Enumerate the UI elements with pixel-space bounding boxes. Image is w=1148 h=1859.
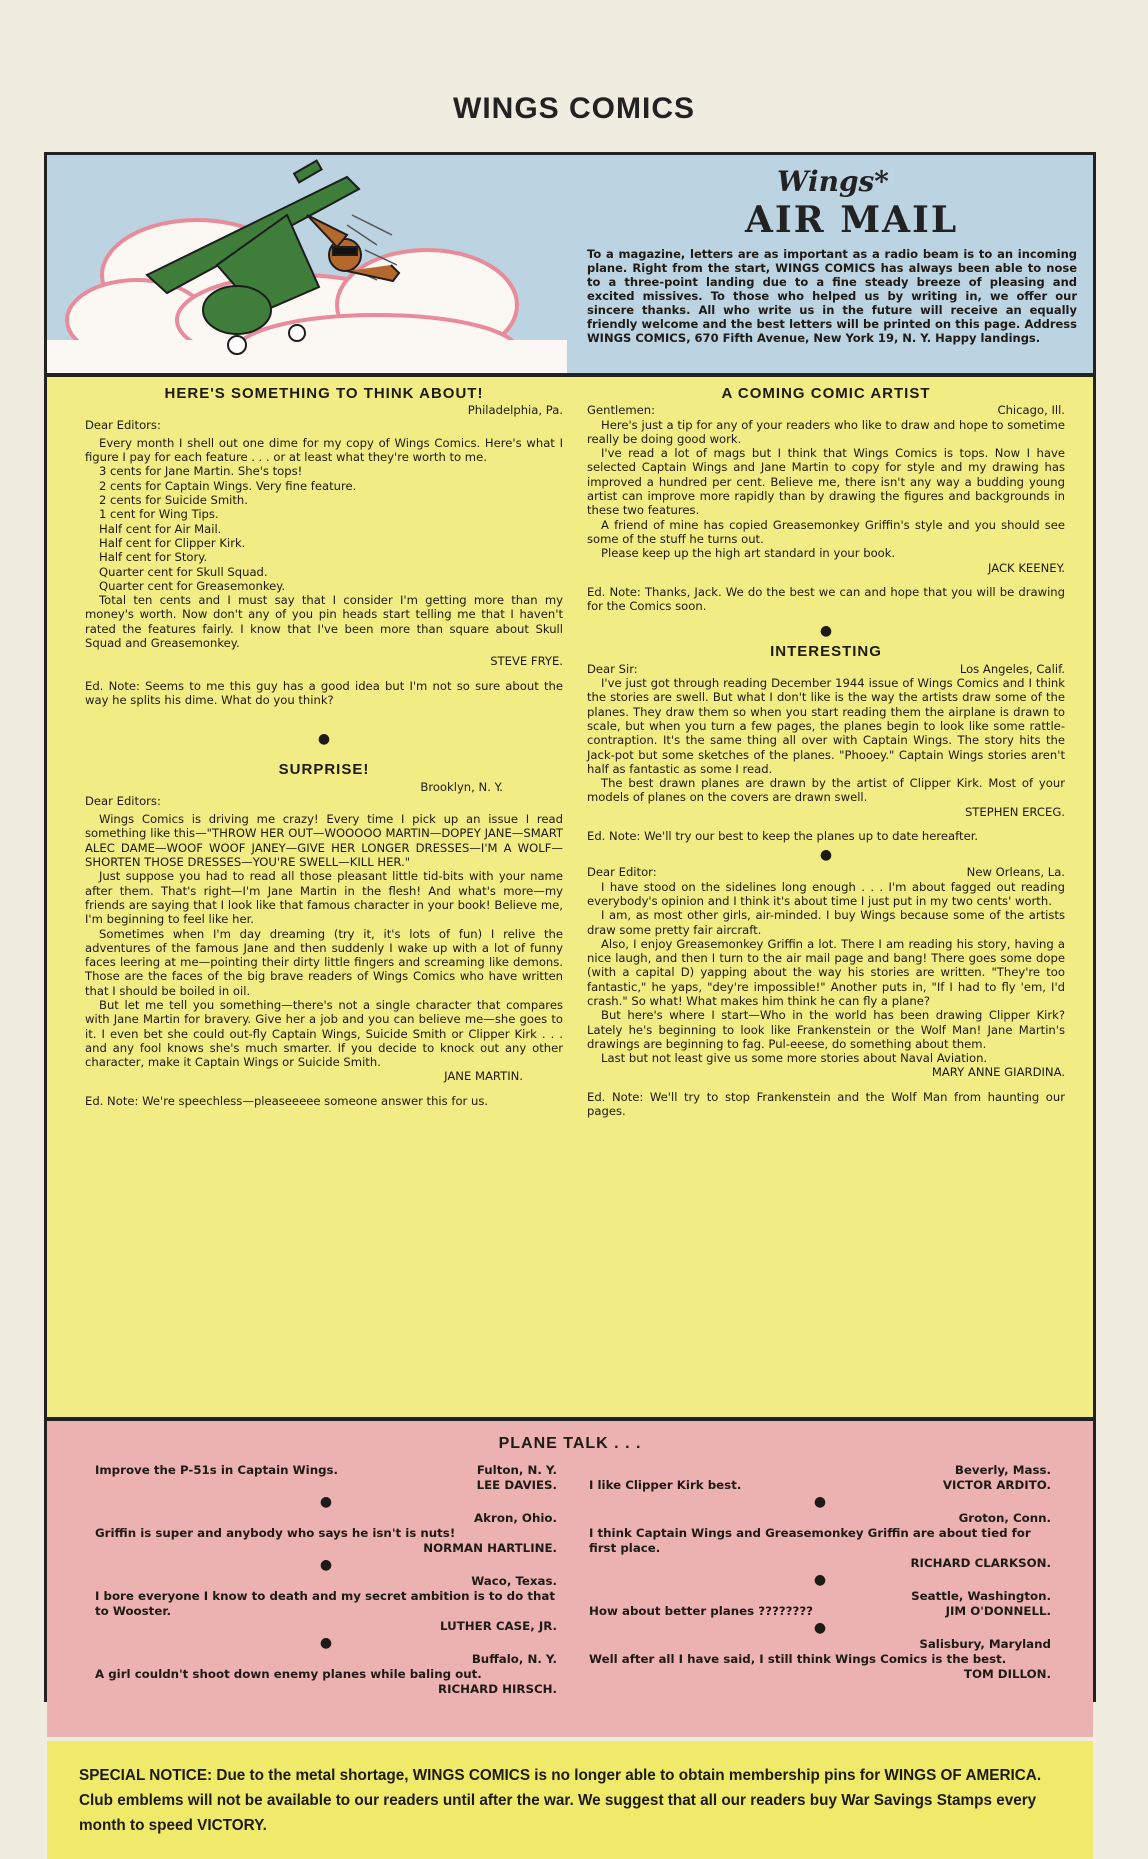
- comment-name: VICTOR ARDITO.: [942, 1478, 1051, 1492]
- comment-text: I like Clipper Kirk best.: [589, 1478, 742, 1492]
- plane-talk-left-column: [95, 1463, 557, 1697]
- letter-salutation: Gentlemen:: [587, 403, 656, 418]
- letter-signature: JANE MARTIN.: [444, 1069, 523, 1084]
- bullet-divider: ●: [813, 1620, 827, 1636]
- editor-note: Ed. Note: We're speechless—pleaseeeee someone answer this for us.: [85, 1093, 489, 1108]
- letters-right-column: [587, 387, 1065, 1118]
- list-item: 3 cents for Jane Martin. She's tops!: [99, 464, 303, 479]
- comment-place: Seattle, Washington.: [911, 1589, 1051, 1603]
- letter-paragraph: Also, I enjoy Greasemonkey Griffin a lot. There I am reading his story, having a nice laugh, and then I turn to the air mail page and bang! There goes some dope (with a capital D) yapping about the way his stories are written. "They're too fantastic," he yaps, "dey're impossible!" Another puts in, "If I had to fly 'em, I'd crash." So what! What makes him think he can fly a plane?: [587, 936, 1065, 1008]
- bullet-divider: ●: [319, 1494, 333, 1510]
- letter-paragraph: But let me tell you something—there's not a single character that compares with Jane Martin for bravery. Give her a job and you can believe me—she goes to it. I even bet she could out-fly Captain Wings, Suicide Smith or Clipper Kirk . . . and any fool knows she's much smarter. If you decide to knock out any other character, make it Captain Wings or Suicide Smith.: [85, 997, 563, 1070]
- letter-paragraph: Every month I shell out one dime for my copy of Wings Comics. Here's what I figure I pay for each feature . . . or at least what they're worth to me.: [85, 435, 563, 465]
- masthead: WINGS COMICS: [453, 92, 695, 125]
- comment-place: Salisbury, Maryland: [919, 1637, 1051, 1651]
- plane-talk-title: PLANE TALK . . .: [498, 1435, 642, 1452]
- letter-place: Chicago, Ill.: [997, 403, 1065, 418]
- letter-salutation: Dear Editors:: [85, 793, 161, 808]
- bullet-divider: ●: [813, 1572, 827, 1588]
- comment-name: LUTHER CASE, JR.: [440, 1619, 557, 1633]
- page-frame: [44, 152, 1096, 1834]
- letter-salutation: Dear Editor:: [587, 865, 657, 880]
- comment-name: JIM O'DONNELL.: [945, 1604, 1051, 1618]
- wings-logo: Wings*: [777, 165, 889, 198]
- comment-place: Fulton, N. Y.: [476, 1463, 557, 1477]
- letter-paragraph: But here's where I start—Who in the world has been drawing Clipper Kirk? Lately he's beginning to look like Frankenstein or the Wolf Man! Jane Martin's drawings are beginning to fag. Pul-eeese, do something about them.: [587, 1008, 1065, 1051]
- list-item: Quarter cent for Greasemonkey.: [99, 578, 286, 593]
- comment-text: Improve the P-51s in Captain Wings.: [95, 1463, 339, 1477]
- airmail-header: [47, 155, 1093, 373]
- letters-panel: [47, 377, 1093, 1417]
- letter-paragraph: A friend of mine has copied Greasemonkey Griffin's style and you should see some of the stuff he turns out.: [587, 517, 1065, 546]
- bullet-divider: ●: [819, 623, 833, 640]
- comment-text: I bore everyone I know to death and my secret ambition is to do that to Wooster.: [95, 1589, 555, 1618]
- airmail-title: AIR MAIL: [745, 199, 959, 241]
- comment-text: I think Captain Wings and Greasemonkey Griffin are about tied for first place.: [589, 1526, 1031, 1555]
- list-item: 1 cent for Wing Tips.: [99, 507, 219, 522]
- letter-salutation: Dear Editors:: [85, 417, 161, 432]
- letter-paragraph: Here's just a tip for any of your readers who like to draw and hope to sometime really be doing good work.: [587, 417, 1065, 446]
- letter-paragraph: Wings Comics is driving me crazy! Every time I pick up an issue I read something like this—"THROW HER OUT—WOOOOO MARTIN—DOPEY JANE—SMART ALEC DAME—WOOF WOOF JANEY—GIVE HER LONGER DRESSES—I'M A WOLF—SHORTEN THOSE DRESSES—YOU'RE SWELL—KILL HER.": [85, 812, 563, 870]
- list-item: Quarter cent for Skull Squad.: [99, 564, 268, 579]
- notice-label: SPECIAL NOTICE:: [79, 1767, 213, 1784]
- letter-title: A COMING COMIC ARTIST: [721, 385, 931, 402]
- letter-signature: STEVE FRYE.: [490, 654, 563, 669]
- special-notice: [47, 1741, 1093, 1859]
- comment-name: LEE DAVIES.: [476, 1478, 557, 1492]
- plane-talk-panel: [47, 1421, 1093, 1737]
- comment-name: RICHARD CLARKSON.: [910, 1556, 1051, 1570]
- letter-paragraph: Sometimes when I'm day dreaming (try it, it's lots of fun) I relive the adventures of the famous Jane and then suddenly I wake up with a lot of funny faces leering at me—pointing their dirty little fingers and screaming like demons. Those are the faces of the big brave readers of Wings Comics who have written that I should be boiled in oil.: [85, 926, 563, 998]
- pilot: [307, 215, 399, 281]
- letter-signature: JACK KEENEY.: [988, 560, 1065, 575]
- letter-paragraph: The best drawn planes are drawn by the artist of Clipper Kirk. Most of your models of planes on the covers are drawn swell.: [587, 776, 1065, 805]
- comment-place: Waco, Texas.: [471, 1574, 557, 1588]
- plane-illustration: [47, 155, 567, 373]
- comment-place: Akron, Ohio.: [474, 1511, 557, 1525]
- comment-text: A girl couldn't shoot down enemy planes while baling out.: [95, 1667, 482, 1681]
- comment-name: NORMAN HARTLINE.: [423, 1541, 557, 1555]
- letter-paragraph: I am, as most other girls, air-minded. I buy Wings because some of the artists draw some pretty fair aircraft.: [587, 908, 1065, 937]
- bullet-divider: ●: [319, 1557, 333, 1573]
- letter-paragraph: Total ten cents and I must say that I consider I'm getting more than my money's worth. Now don't any of you pin heads start telling me that I haven't rated the features fairly. I know that I've been more than square about Skull Squad and Greasemonkey.: [85, 593, 563, 651]
- letter-title: HERE'S SOMETHING TO THINK ABOUT!: [164, 385, 484, 402]
- bullet-divider: ●: [317, 731, 331, 748]
- comment-place: Buffalo, N. Y.: [471, 1652, 557, 1666]
- letter-signature: MARY ANNE GIARDINA.: [931, 1065, 1065, 1080]
- letter-title: INTERESTING: [770, 643, 882, 661]
- list-item: 2 cents for Captain Wings. Very fine feature.: [99, 478, 357, 493]
- letter-paragraph: Just suppose you had to read all those pleasant little tid-bits with your name after them. That's right—I'm Jane Martin in the flesh! And what's more—my friends are saying that I look like that famous character in your book! Believe me, I'm beginning to feel like her.: [85, 869, 563, 927]
- letter-paragraph: I have stood on the sidelines long enough . . . I'm about fagged out reading everybody's opinion and I think it's about time I just put in my two cents' worth.: [587, 879, 1065, 908]
- letter-place: Los Angeles, Calif.: [959, 661, 1065, 676]
- editor-note: Ed. Note: Seems to me this guy has a good idea but I'm not so sure about the way he splits his dime. What do you think?: [85, 678, 563, 707]
- editor-note: Ed. Note: Thanks, Jack. We do the best we can and hope that you will be drawing for the Comics soon.: [587, 584, 1065, 614]
- letter-title: SURPRISE!: [278, 761, 370, 779]
- letter-place: New Orleans, La.: [966, 865, 1065, 880]
- comment-name: RICHARD HIRSCH.: [438, 1682, 557, 1696]
- comment-name: TOM DILLON.: [963, 1667, 1051, 1681]
- bullet-divider: ●: [319, 1635, 333, 1651]
- list-item: [95, 1463, 557, 1478]
- editor-note: Ed. Note: We'll try our best to keep the planes up to date hereafter.: [587, 829, 979, 844]
- list-item: Half cent for Story.: [99, 550, 208, 565]
- letter-place: Brooklyn, N. Y.: [420, 779, 503, 794]
- letter-signature: STEPHEN ERCEG.: [964, 804, 1065, 819]
- editor-note: Ed. Note: We'll try to stop Frankenstein and the Wolf Man from haunting our pages.: [587, 1089, 1065, 1119]
- letter-place: Philadelphia, Pa.: [467, 403, 563, 418]
- airmail-intro: To a magazine, letters are as important as a radio beam is to an incoming plane. Right from the start, WINGS COMICS has always been able to nose to a three-point landing due to a fine steady breeze of pleasing and excited missives. To those who helped us by writing in, we offer our sincere thanks. All who write us in the future will receive an equally friendly welcome and the best letters will be printed on this page. Address WINGS COMICS, 670 Fifth Avenue, New York 19, N. Y. Happy landings.: [587, 247, 1077, 345]
- comment-text: Griffin is super and anybody who says he isn't is nuts!: [95, 1526, 456, 1540]
- list-item: Half cent for Clipper Kirk.: [99, 535, 246, 550]
- comment-text: Well after all I have said, I still think Wings Comics is the best.: [589, 1652, 1007, 1666]
- plane-talk-right-column: [589, 1463, 1051, 1682]
- letter-salutation: Dear Sir:: [587, 661, 638, 676]
- list-item: 2 cents for Suicide Smith.: [99, 493, 248, 508]
- letter-paragraph: Please keep up the high art standard in your book.: [601, 546, 896, 561]
- list-item: [589, 1604, 1051, 1619]
- letters-left-column: [85, 387, 563, 1108]
- letter-paragraph: I've read a lot of mags but I think that Wings Comics is tops. Now I have selected Captain Wings and Jane Martin to copy for style and my drawing has improved a hundred per cent. Believe me, there isn't any way a budding young artist can improve more rapidly than by drawing the figures and backgrounds in these two features.: [587, 446, 1065, 518]
- letter-paragraph: Last but not least give us some more stories about Naval Aviation.: [601, 1051, 988, 1066]
- bullet-divider: ●: [813, 1494, 827, 1510]
- comment-place: Beverly, Mass.: [954, 1463, 1051, 1477]
- bullet-divider: ●: [819, 847, 833, 864]
- comment-text: How about better planes ????????: [589, 1604, 814, 1618]
- comment-place: Groton, Conn.: [958, 1511, 1051, 1525]
- letter-paragraph: I've just got through reading December 1944 issue of Wings Comics and I think the stories are swell. But what I don't like is the way the artists draw some of the planes. They draw them so when you start reading them the airplane is drawn to scale, but when you turn a few pages, the planes begin to look like some rattle-contraption. It's the same thing all over with Captain Wings. The story hits the Jack-pot but some sketches of the planes. "Phooey." Captain Wings stories aren't half as fantastic as some I read.: [587, 676, 1065, 776]
- list-item: Half cent for Air Mail.: [99, 521, 222, 536]
- notice-text: Due to the metal shortage, WINGS COMICS is no longer able to obtain membership pins for WINGS OF AMERICA. Club emblems will not be available to our readers until after the war. We suggest that all our readers buy War Savings Stamps every month to speed VICTORY.: [79, 1767, 1042, 1834]
- list-item: [589, 1478, 1051, 1493]
